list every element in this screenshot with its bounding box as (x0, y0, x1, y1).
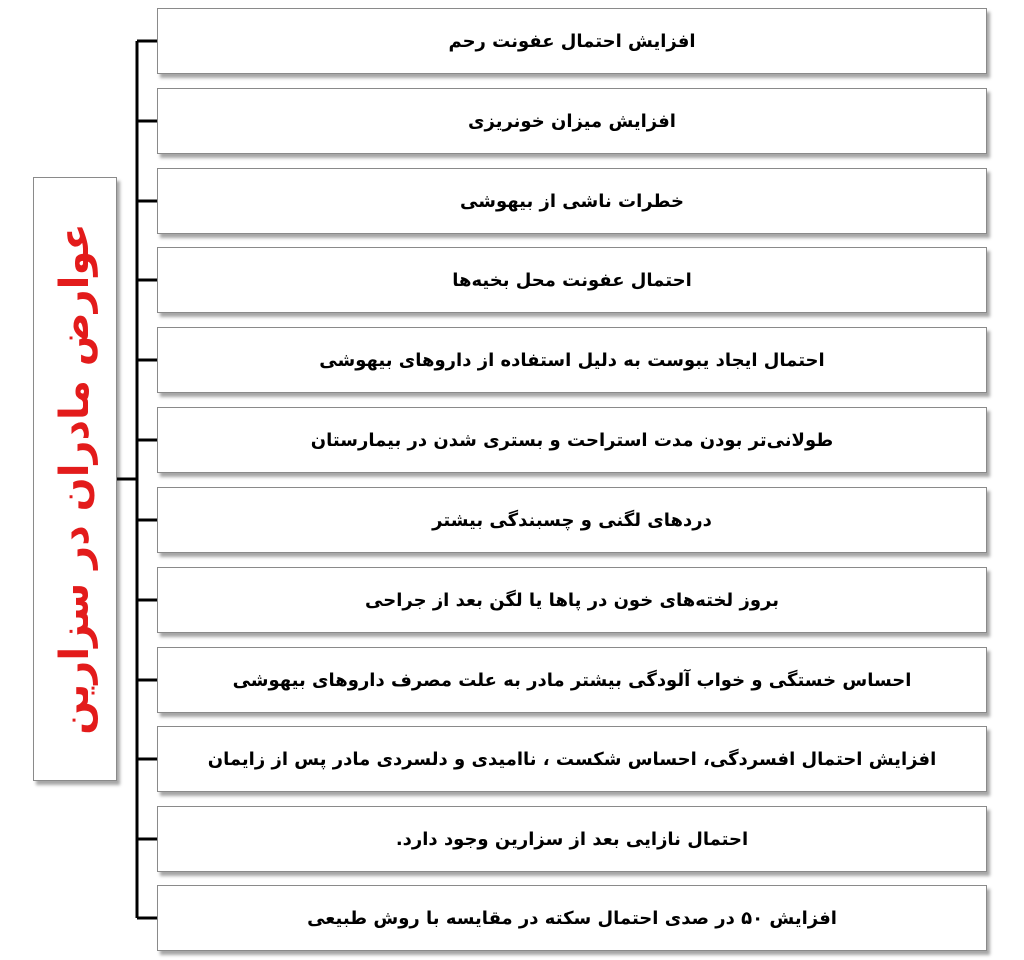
complication-node (157, 726, 987, 792)
complication-label: احتمال ایجاد یبوست به دلیل استفاده از داروهای بیهوشی (319, 349, 825, 371)
complication-node (157, 247, 987, 313)
complication-label: بروز لخته‌های خون در پاها یا لگن بعد از جراحی (365, 589, 779, 611)
complication-node (157, 88, 987, 154)
complication-label: افزایش احتمال عفونت رحم (448, 30, 696, 52)
branch-lines (137, 41, 157, 918)
complication-node (157, 487, 987, 553)
complication-node (157, 407, 987, 473)
complication-label: احتمال عفونت محل بخیه‌ها (452, 269, 692, 291)
complication-label: دردهای لگنی و چسبندگی بیشتر (432, 509, 712, 531)
complication-label: افزایش ۵۰ در صدی احتمال سکته در مقایسه با روش طبیعی (307, 907, 837, 929)
complication-node (157, 168, 987, 234)
complication-node (157, 8, 987, 74)
complication-label: خطرات ناشی از بیهوشی (460, 190, 684, 212)
complication-node (157, 885, 987, 951)
complication-label: احساس خستگی و خواب آلودگی بیشتر مادر به علت مصرف داروهای بیهوشی (232, 669, 912, 691)
complication-label: احتمال نازایی بعد از سزارین وجود دارد. (395, 828, 749, 850)
root-node (33, 177, 117, 781)
complication-label: افزایش احتمال افسردگی، احساس شکست ، ناامیدی و دلسردی مادر پس از زایمان (207, 748, 937, 770)
root-title: عوارض مادران در سزارین (52, 223, 98, 735)
complication-node (157, 647, 987, 713)
complication-node (157, 806, 987, 872)
complication-node (157, 327, 987, 393)
complication-node (157, 567, 987, 633)
complication-label: افزایش میزان خونریزی (468, 110, 676, 132)
complication-label: طولانی‌تر بودن مدت استراحت و بستری شدن در بیمارستان (310, 429, 834, 451)
